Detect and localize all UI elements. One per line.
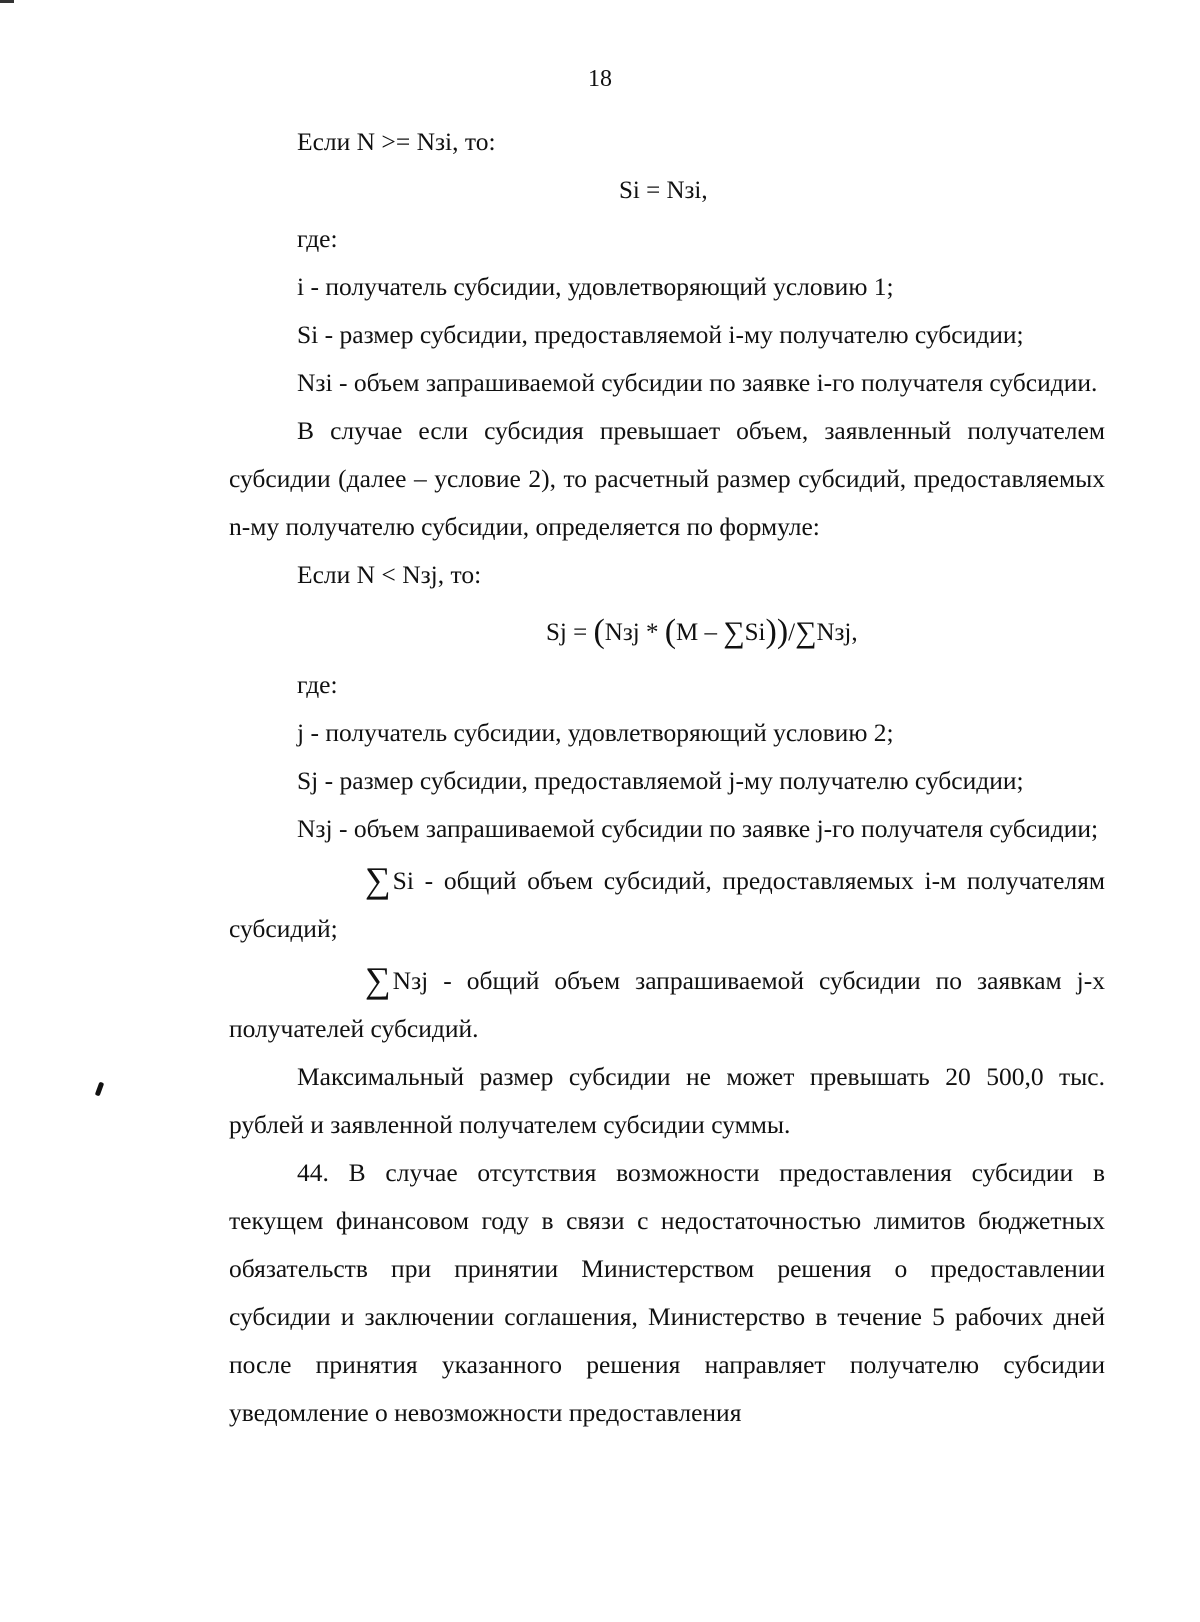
formula-2-mult: * xyxy=(639,619,665,646)
formula-2-nzj-sum: Nзj, xyxy=(816,619,858,646)
formula-2-si: Si xyxy=(744,619,766,646)
formula-2-nzj: Nзj xyxy=(604,619,640,646)
where-label-2: где: xyxy=(297,670,338,699)
open-paren: ( xyxy=(593,613,605,650)
scan-mark xyxy=(0,0,14,3)
condition-2: Если N < Nзj, то: xyxy=(297,560,482,589)
paragraph-max-subsidy: Максимальный размер субсидии не может превышать 20 500,0 тыс. рублей и заявленной получателем субсидии суммы. xyxy=(229,1062,1105,1139)
sigma-symbol: ∑ xyxy=(795,616,817,649)
definition-sj: Sj - размер субсидии, предоставляемой j-му получателю субсидии; xyxy=(297,766,1024,795)
formula-2-m: M xyxy=(676,619,699,646)
sum-nzj-text: - общий объем запрашиваемой субсидии по заявкам j-х получателей субсидий. xyxy=(229,966,1105,1043)
sum-si-term: Si xyxy=(392,866,414,895)
sigma-symbol: ∑ xyxy=(365,860,391,900)
close-paren-inner: ) xyxy=(765,613,777,650)
sum-si-text: - общий объем субсидий, предоставляемых i-м получателям субсидий; xyxy=(229,866,1105,943)
formula-1 xyxy=(229,166,1105,215)
definition-nzj: Nзj - объем запрашиваемой субсидии по заявке j-го получателя субсидии; xyxy=(297,814,1099,843)
definition-i: i - получатель субсидии, удовлетворяющий условию 1; xyxy=(297,272,894,301)
formula-2-minus: – xyxy=(698,619,724,646)
close-paren: ) xyxy=(776,613,789,650)
sum-nzj-term: Nзj xyxy=(392,966,429,995)
formula-1-rhs: Nзi, xyxy=(666,177,708,204)
sigma-symbol: ∑ xyxy=(723,616,745,649)
sigma-symbol: ∑ xyxy=(365,960,391,1000)
definition-si: Si - размер субсидии, предоставляемой i-му получателю субсидии; xyxy=(297,320,1024,349)
definition-j: j - получатель субсидии, удовлетворяющий условию 2; xyxy=(297,718,894,747)
page-number: 18 xyxy=(588,66,612,92)
definition-nzi: Nзi - объем запрашиваемой субсидии по заявке i-го получателя субсидии. xyxy=(297,368,1098,397)
where-label-1: где: xyxy=(297,224,338,253)
formula-2-lhs: Sj xyxy=(546,619,567,646)
definition-sum-si xyxy=(229,853,1105,953)
condition-1: Если N >= Nзi, то: xyxy=(297,127,496,156)
formula-2-div: / xyxy=(788,619,796,646)
paragraph-condition-2: В случае если субсидия превышает объем, заявленный получателем субсидии (далее – условие 2), то расчетный размер субсидий, предоставляемых n-му получателю субсидии, определяется по формуле: xyxy=(229,416,1105,541)
formula-1-eq: = xyxy=(639,177,667,204)
formula-2-eq: = xyxy=(566,619,594,646)
formula-2 xyxy=(229,599,1105,661)
open-paren-inner: ( xyxy=(664,613,677,650)
formula-1-lhs: Si xyxy=(619,177,640,204)
paragraph-44: 44. В случае отсутствия возможности предоставления субсидии в текущем финансовом году в связи с недостаточностью лимитов бюджетных обязательств при принятии Министерством решения о предоставлении субсидии и заключении соглашения, Министерство в течение 5 рабочих дней после принятия указанного решения направляет получателю субсидии уведомление о невозможности предоставления xyxy=(229,1158,1105,1427)
document-body xyxy=(229,118,1105,1437)
definition-sum-nzj xyxy=(229,953,1105,1053)
ink-mark xyxy=(95,1082,104,1097)
